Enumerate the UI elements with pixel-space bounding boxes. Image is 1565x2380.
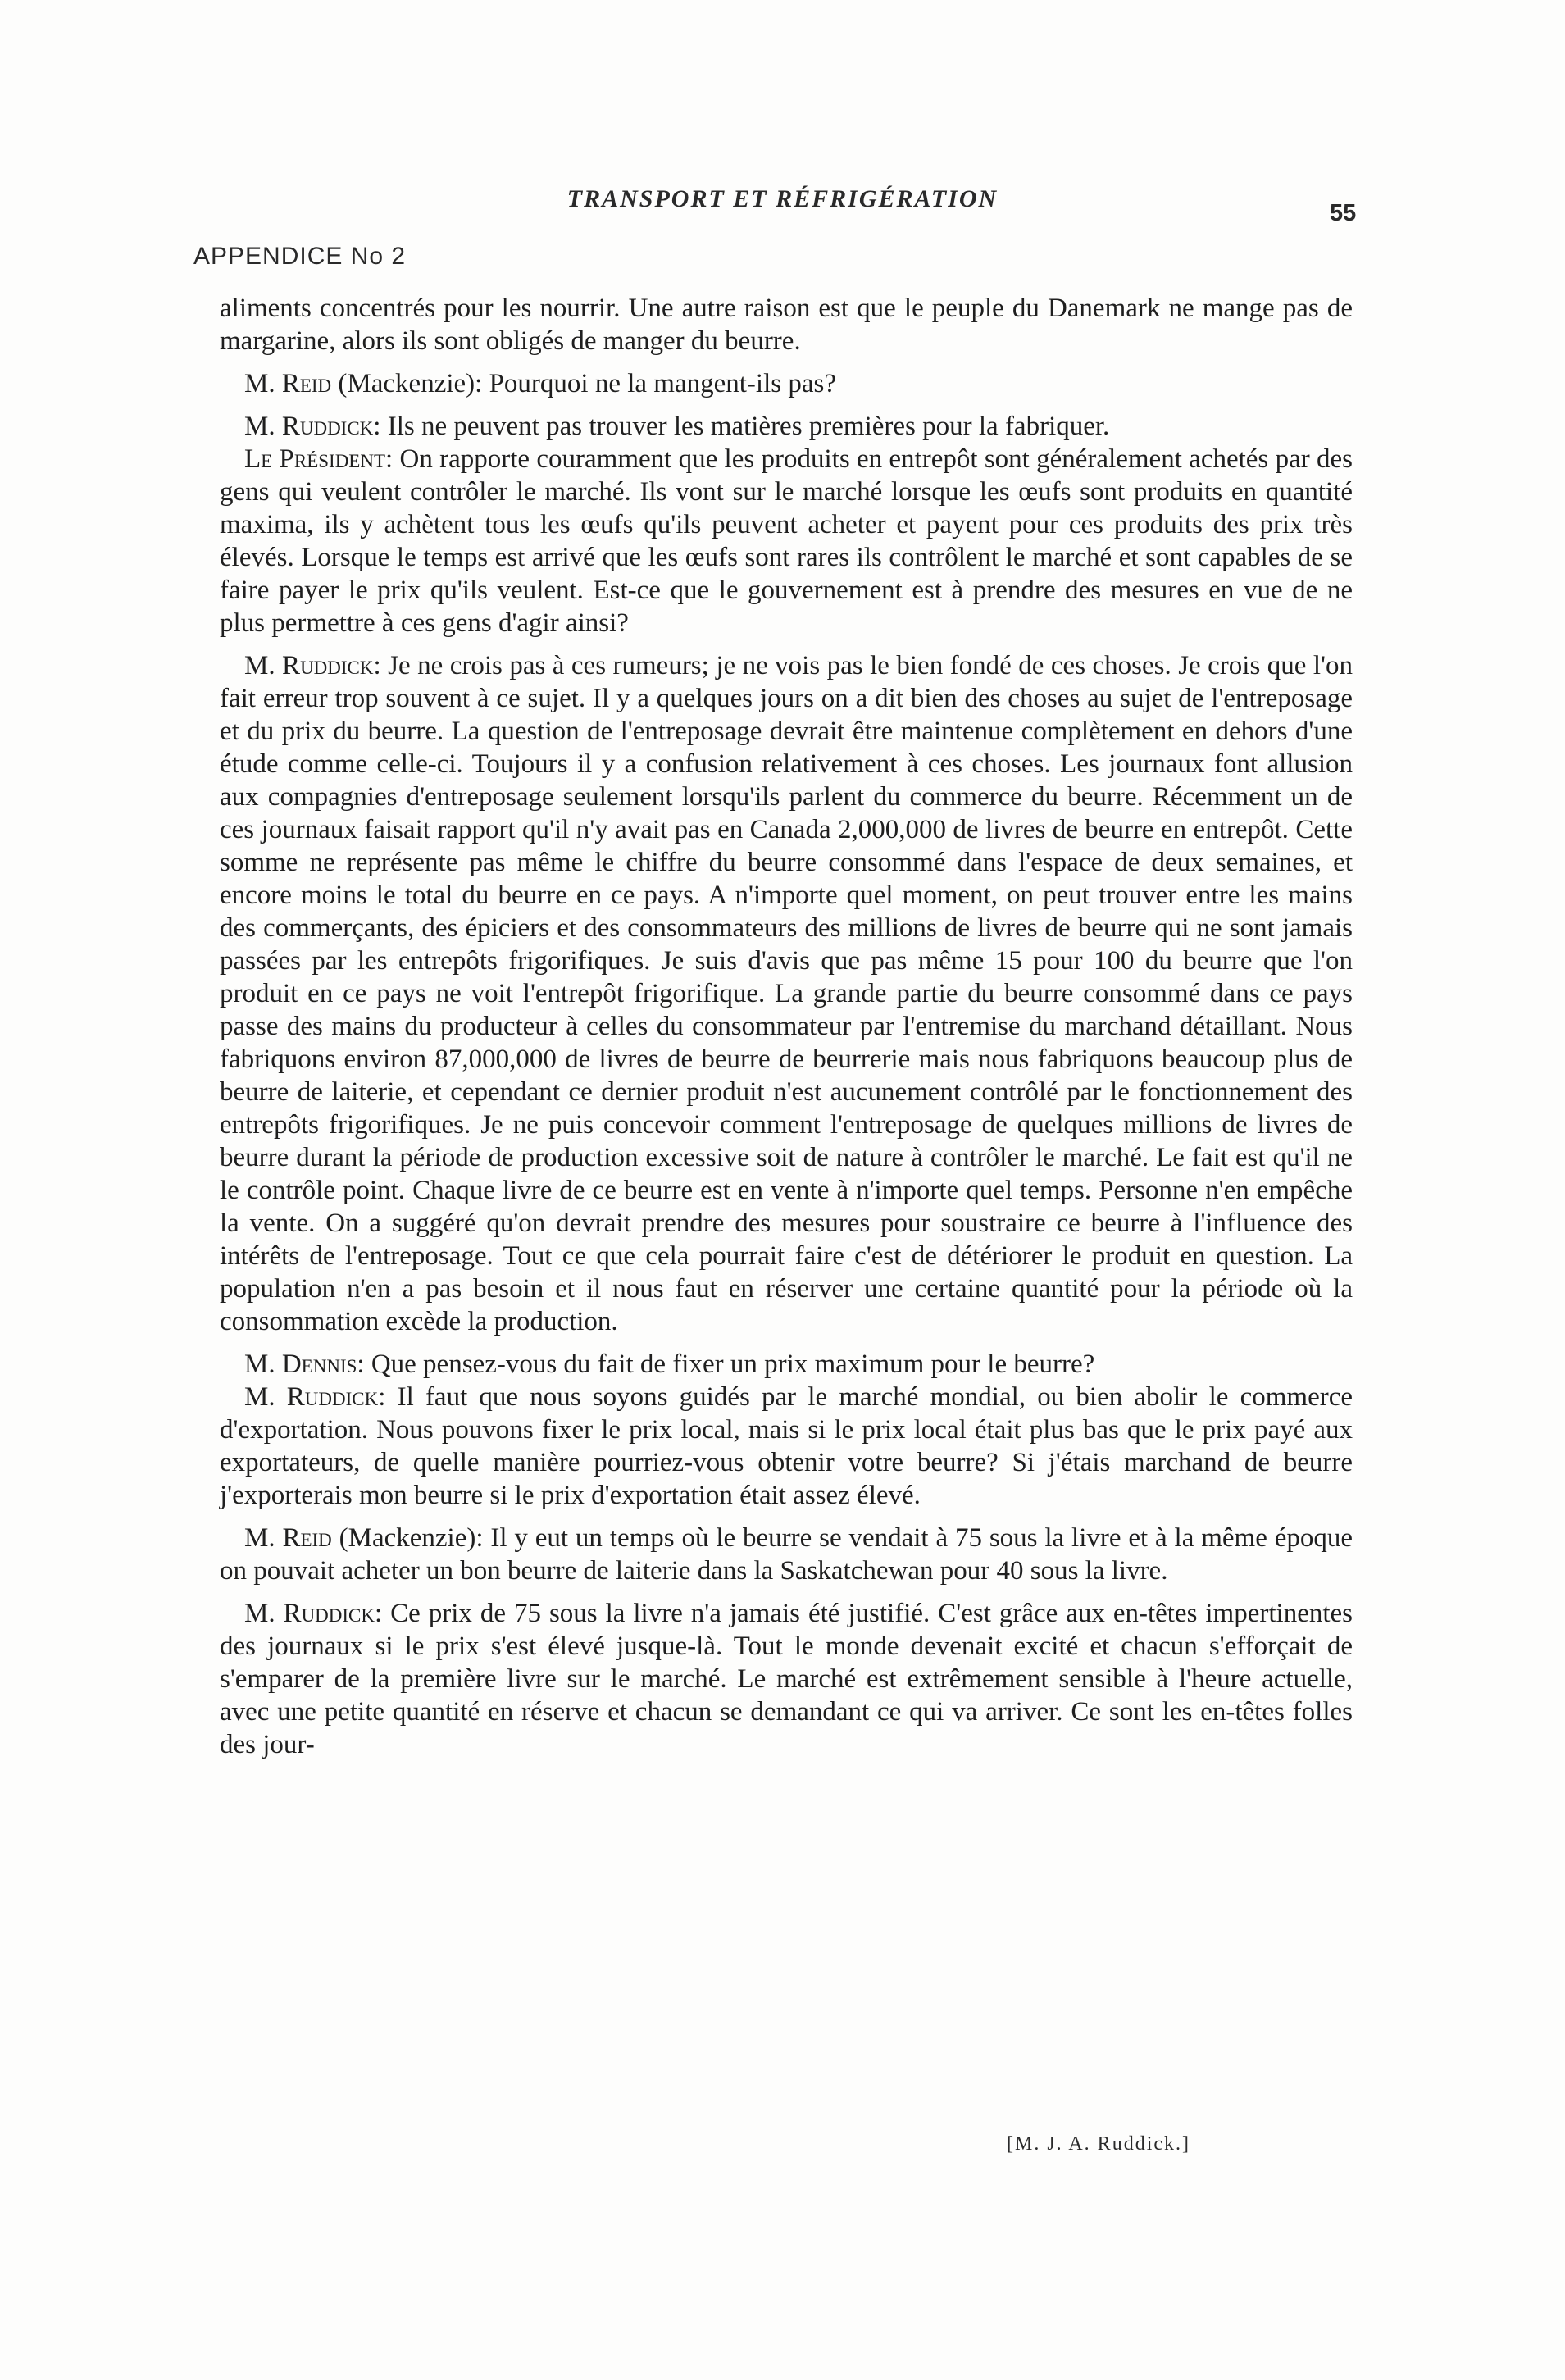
appendix-label: APPENDICE No 2 <box>193 243 407 270</box>
paragraph <box>220 1597 1353 1761</box>
speaker-name: M. Dennis <box>244 1349 357 1379</box>
paragraph <box>220 443 1353 639</box>
body-text <box>220 292 1353 1761</box>
paragraph-text: : Il faut que nous soyons guidés par le marché mondial, ou bien abolir le commerce d'exportation. Nous pouvons fixer le prix local, mais si le prix local était plus bas que le prix payé aux exportateurs, de quelle manière pourriez-vous obtenir votre beurre? Si j'étais marchand de beurre j'exporterais mon beurre si le prix d'exportation était assez élevé. <box>220 1382 1353 1510</box>
speaker-name: M. Reid <box>244 369 332 398</box>
speaker-name: M. Ruddick <box>244 651 374 680</box>
paragraph-text: : Ce prix de 75 sous la livre n'a jamais été justifié. C'est grâce aux en-têtes impertinentes des journaux si le prix s'est élevé jusque-là. Tout le monde devenait excité et chacun s'efforçait de s'emparer de la première livre sur le marché. Le marché est extrêmement sensible à l'heure actuelle, avec une petite quantité en réserve et chacun se demandant ce qui va arriver. Ce sont les en-têtes folles des jour- <box>220 1599 1353 1759</box>
paragraph <box>220 1522 1353 1587</box>
paragraph <box>220 367 1353 400</box>
paragraph-text: : Ils ne peuvent pas trouver les matières premières pour la fabriquer. <box>373 412 1110 441</box>
paragraph-continuation <box>220 292 1353 357</box>
speaker-name: M. Ruddick <box>244 1599 375 1628</box>
paragraph-text: (Mackenzie): Il y eut un temps où le beurre se vendait à 75 sous la livre et à la même époque on pouvait acheter un bon beurre de laiterie dans la Saskatchewan pour 40 sous la livre. <box>220 1523 1353 1586</box>
speaker-name: M. Ruddick <box>244 412 374 441</box>
page-number: 55 <box>1330 200 1357 226</box>
speaker-name: M. Reid <box>244 1523 332 1553</box>
speaker-name: Le Président <box>244 444 386 474</box>
paragraph <box>220 1381 1353 1512</box>
paragraph-text: aliments concentrés pour les nourrir. Une autre raison est que le peuple du Danemark ne mange pas de margarine, alors ils sont obligés de manger du beurre. <box>220 294 1353 356</box>
paragraph-text: (Mackenzie): Pourquoi ne la mangent-ils pas? <box>331 369 836 398</box>
speaker-name: M. Ruddick <box>244 1382 379 1412</box>
footer-attribution: [M. J. A. Ruddick.] <box>1007 2133 1190 2155</box>
paragraph-text: : Que pensez-vous du fait de fixer un prix maximum pour le beurre? <box>357 1349 1095 1379</box>
running-title: TRANSPORT ET RÉFRIGÉRATION <box>566 185 999 212</box>
paragraph <box>220 1348 1353 1381</box>
paragraph-text: : Je ne crois pas à ces rumeurs; je ne vois pas le bien fondé de ces choses. Je crois que l'on fait erreur trop souvent à ce sujet. Il y a quelques jours on a dit bien des choses au sujet de l'entreposage et du prix du beurre. La question de l'entreposage devrait être maintenue complètement en dehors d'une étude comme celle-ci. Toujours il y a confusion relativement à ces choses. Les journaux font allusion aux compagnies d'entreposage seulement lorsqu'ils parlent du commerce du beurre. Récemment un de ces journaux faisait rapport qu'il n'y avait pas en Canada 2,000,000 de livres de beurre en entrepôt. Cette somme ne représente pas même le chiffre du beurre consommé dans l'espace de deux semaines, et encore moins le total du beurre en ce pays. A n'importe quel moment, on peut trouver entre les mains des commerçants, des épiciers et des consommateurs des millions de livres de beurre qui ne sont jamais passées par les entrepôts frigorifiques. Je suis d'avis que pas même 15 pour 100 du beurre que l'on produit en ce pays ne voit l'entrepôt frigorifique. La grande partie du beurre consommé dans ce pays passe des mains du producteur à celles du consommateur par l'entremise du marchand détaillant. Nous fabriquons environ 87,000,000 de livres de beurre de beurrerie mais nous fabriquons beaucoup plus de beurre de laiterie, et cependant ce dernier produit n'est aucunement contrôlé par le fonctionnement des entrepôts frigorifiques. Je ne puis concevoir comment l'entreposage de quelques millions de livres de beurre durant la période de production excessive soit de nature à contrôler le marché. Le fait est qu'il ne le contrôle point. Chaque livre de ce beurre est en vente à n'importe quel temps. Personne n'en empêche la vente. On a suggéré qu'on devrait prendre des mesures pour soustraire ce beurre à l'influence des intérêts de l'entreposage. Tout ce que cela pourrait faire c'est de détériorer le produit en question. La population n'en a pas besoin et il nous faut en réserver une certaine quantité pour la période où la consommation excède la production. <box>220 651 1353 1336</box>
paragraph <box>220 649 1353 1338</box>
paragraph-text: : On rapporte couramment que les produits en entrepôt sont généralement achetés par des gens qui veulent contrôler le marché. Ils vont sur le marché lorsque les œufs sont produits en quantité maxima, ils y achètent tous les œufs qu'ils peuvent acheter et payent pour ces produits des prix très élevés. Lorsque le temps est arrivé que les œufs sont rares ils contrôlent le marché et sont capables de se faire payer le prix qu'ils veulent. Est-ce que le gouvernement est à prendre des mesures en vue de ne plus permettre à ces gens d'agir ainsi? <box>220 444 1353 638</box>
paragraph <box>220 410 1353 443</box>
